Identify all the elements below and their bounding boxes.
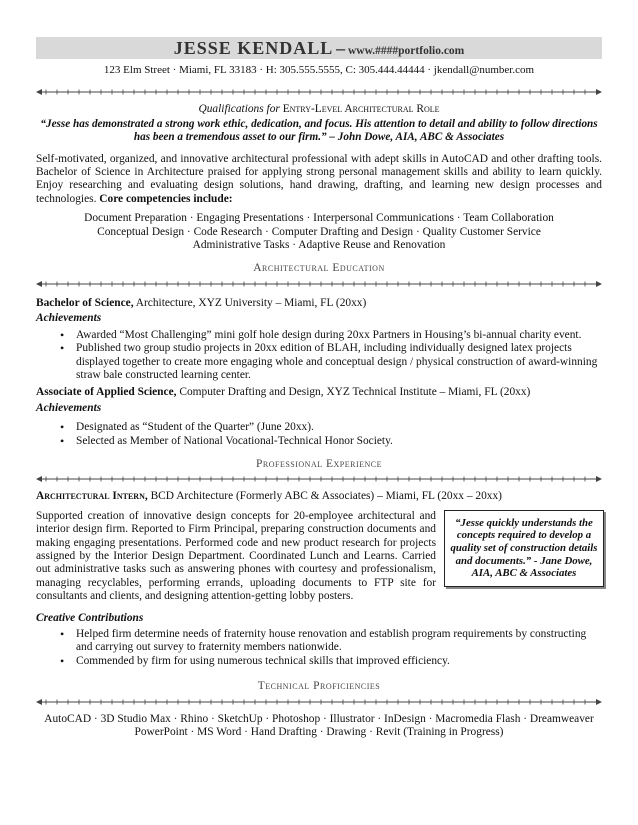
list-item: • Published two group studio projects in 20xx edition of BLAH, including individually designed latex projects displayed together to create more engaging whole and conceptual design / physical construction of award-winning straw bale constructed learning center. <box>36 342 602 382</box>
qualifications-title <box>36 103 602 116</box>
degree-details: Computer Drafting and Design, XYZ Technical Institute – Miami, FL (20xx) <box>179 386 531 399</box>
name-banner <box>36 37 602 59</box>
portfolio-link[interactable]: www.####portfolio.com <box>348 45 465 57</box>
degree-name: Bachelor of Science, <box>36 296 134 309</box>
skills-line: AutoCAD · 3D Studio Max · Rhino · SketchUp · Photoshop · Illustrator · InDesign · Macromedia Flash · Dreamweaver <box>44 712 594 725</box>
section-divider <box>36 474 602 484</box>
experience-heading: Professional Experience <box>255 457 383 470</box>
divider-arrow-left <box>36 281 42 287</box>
degree-name: Associate of Applied Science, <box>36 386 177 399</box>
divider-arrow-right <box>596 89 602 95</box>
achievements-list <box>36 329 602 383</box>
contributions-list <box>36 628 602 668</box>
section-divider <box>36 87 602 97</box>
divider-arrow-left <box>36 699 42 705</box>
list-item: • Helped firm determine needs of fraternity house renovation and establish program requirements by constructing and carrying out survey to fraternity members nationwide. <box>36 628 602 655</box>
competency-line: Conceptual Design · Code Research · Computer Drafting and Design · Quality Customer Service <box>97 225 541 238</box>
list-item: • Awarded “Most Challenging” mini golf hole design during 20xx Partners in Housing’s bi-annual charity event. <box>36 329 602 342</box>
experience-body <box>36 510 602 604</box>
divider-arrow-right <box>596 281 602 287</box>
resume-page <box>36 37 602 739</box>
target-role: Entry-Level Architectural Role <box>282 103 440 116</box>
divider-arrow-left <box>36 89 42 95</box>
list-item: • Selected as Member of National Vocational-Technical Honor Society. <box>36 435 602 448</box>
competency-line: Document Preparation · Engaging Presentations · Interpersonal Communications · Team Collaboration <box>84 212 554 225</box>
profile-summary <box>36 153 602 207</box>
list-item: • Commended by firm for using numerous technical skills that improved efficiency. <box>36 655 602 668</box>
section-divider <box>36 697 602 707</box>
divider-arrow-right <box>596 476 602 482</box>
education-heading: Architectural Education <box>253 262 385 275</box>
achievements-label: Achievements <box>36 312 102 325</box>
candidate-name: JESSE KENDALL <box>173 38 334 58</box>
contact-line: 123 Elm Street · Miami, FL 33183 · H: 305.555.5555, C: 305.444.44444 · jkendall@number.com <box>103 64 535 76</box>
degree-bachelor <box>36 297 602 310</box>
core-competencies-label: Core competencies include: <box>99 192 233 205</box>
reference-quote: “Jesse has demonstrated a strong work ethic, dedication, and focus. His attention to detail and ability to follow directions has been a tremendous asset to our firm.” – John Dowe, AIA, ABC & Associates <box>40 117 598 144</box>
divider-arrow-right <box>596 699 602 705</box>
list-item: • Designated as “Student of the Quarter” (June 20xx). <box>36 421 602 434</box>
skills-line: PowerPoint · MS Word · Hand Drafting · Drawing · Revit (Training in Progress) <box>134 726 504 739</box>
name-dash: – <box>336 38 346 58</box>
job-header <box>36 490 602 503</box>
testimonial-box: “Jesse quickly understands the concepts required to develop a quality set of construction details and documents.” - Jane Dowe, AIA, ABC & Associates <box>444 510 604 587</box>
summary-text: Self-motivated, organized, and innovative architectural professional with adept skills in AutoCAD and other drafting tools. Bachelor of Science in Architecture praised for applying strong personal management skills and ability to learn quickly. Enjoy researching and evaluating design solutions, hand drawing, drafting, and learning new design processes and technologies. <box>36 152 602 205</box>
divider-arrow-left <box>36 476 42 482</box>
job-description: Supported creation of innovative design concepts for 20-employee architectural and interior design firm. Reported to Firm Principal, preparing construction documents and making engaging presentations. Performed code and new product research for projects assigned by the Interior Design Department. Coordinated Lunch and Learns. Carried out administrative tasks such as answering phones with courtesy and professionalism, managing recyclables, performing errands, uploading documents to FTP site for consultants and clients, and designing attention-getting lobby posters. <box>36 509 436 603</box>
technical-skills <box>36 713 602 740</box>
achievements-label: Achievements <box>36 401 102 414</box>
creative-contributions-label: Creative Contributions <box>36 611 144 624</box>
qualifications-prefix: Qualifications for <box>198 103 280 116</box>
achievements-list <box>36 421 602 448</box>
technical-heading: Technical Proficiencies <box>257 680 381 693</box>
competency-line: Administrative Tasks · Adaptive Reuse and Renovation <box>192 239 446 252</box>
job-title: Architectural Intern, <box>36 490 148 503</box>
job-details: BCD Architecture (Formerly ABC & Associates) – Miami, FL (20xx – 20xx) <box>150 490 502 503</box>
degree-details: Architecture, XYZ University – Miami, FL (20xx) <box>135 296 367 309</box>
competencies-list <box>36 212 602 252</box>
degree-associate <box>36 386 602 399</box>
section-divider <box>36 279 602 289</box>
